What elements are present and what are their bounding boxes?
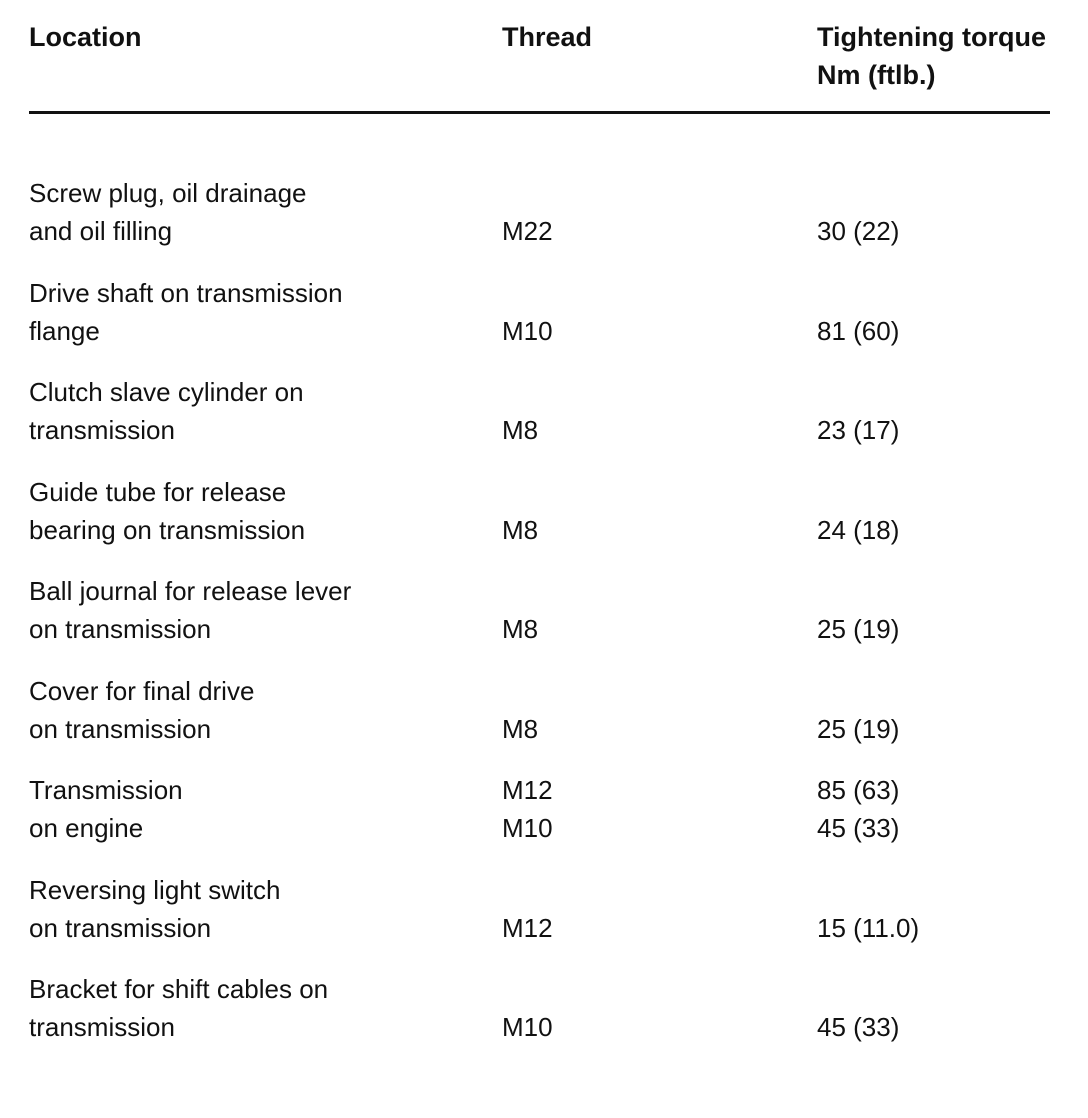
header-divider <box>29 111 1050 114</box>
torque-cell <box>817 473 899 549</box>
location-line: Screw plug, oil drainage <box>29 178 307 208</box>
thread-line: M12 <box>502 912 553 943</box>
location-cell <box>29 672 254 748</box>
table-row <box>0 373 1088 473</box>
table-row <box>0 771 1088 871</box>
header-location-label: Location <box>29 22 142 52</box>
location-cell <box>29 771 183 847</box>
thread-line <box>502 572 538 610</box>
location-line: Transmission <box>29 775 183 805</box>
location-line: on transmission <box>29 912 212 943</box>
location-line: Guide tube for release <box>29 476 287 507</box>
location-line: transmission <box>29 415 175 445</box>
torque-line <box>817 473 899 511</box>
thread-cell <box>502 174 553 250</box>
location-line: on engine <box>29 813 144 843</box>
torque-cell <box>817 871 919 947</box>
torque-line <box>817 871 919 909</box>
thread-cell <box>502 771 553 847</box>
location-line: flange <box>29 315 100 346</box>
thread-cell <box>502 572 538 648</box>
header-thread-label: Thread <box>502 22 593 52</box>
thread-line <box>502 373 538 411</box>
torque-line <box>817 174 899 212</box>
header-torque-label: Tightening torque <box>817 22 1046 52</box>
thread-line: M22 <box>502 216 553 246</box>
location-cell <box>29 473 305 549</box>
torque-cell <box>817 672 899 748</box>
thread-cell <box>502 970 553 1046</box>
location-line: on transmission <box>29 713 212 744</box>
table-row <box>0 672 1088 772</box>
torque-line <box>817 373 899 411</box>
header-thread <box>502 18 592 56</box>
header-location <box>29 18 142 56</box>
torque-cell <box>817 174 899 250</box>
location-cell <box>29 970 328 1046</box>
table-row <box>0 970 1088 1070</box>
torque-line: 30 (22) <box>817 216 900 246</box>
torque-line: 24 (18) <box>817 514 900 545</box>
thread-line: M8 <box>502 415 539 445</box>
table-row <box>0 473 1088 573</box>
thread-cell <box>502 373 538 449</box>
torque-line: 45 (33) <box>817 813 900 843</box>
location-line: and oil filling <box>29 216 173 246</box>
torque-cell <box>817 572 899 648</box>
location-line: on transmission <box>29 614 212 644</box>
table-row <box>0 572 1088 672</box>
torque-line: 15 (11.0) <box>817 912 920 943</box>
torque-line: 23 (17) <box>817 415 900 445</box>
location-cell <box>29 274 343 350</box>
location-line: Cover for final drive <box>29 675 255 706</box>
torque-line: 45 (33) <box>817 1012 900 1042</box>
thread-cell <box>502 473 538 549</box>
location-line: Ball journal for release lever <box>29 576 352 606</box>
location-line: Drive shaft on transmission <box>29 277 343 308</box>
torque-line <box>817 672 899 710</box>
location-line: Bracket for shift cables on <box>29 974 329 1004</box>
thread-line: M8 <box>502 514 539 545</box>
table-header <box>0 18 1088 98</box>
torque-line <box>817 274 899 312</box>
torque-line: 25 (19) <box>817 614 900 644</box>
table-body <box>0 174 1088 1070</box>
location-cell <box>29 373 304 449</box>
thread-line <box>502 473 538 511</box>
table-row <box>0 871 1088 971</box>
location-line: transmission <box>29 1012 175 1042</box>
torque-cell <box>817 373 899 449</box>
location-line: Clutch slave cylinder on <box>29 377 304 407</box>
thread-line: M12 <box>502 775 553 805</box>
thread-line: M8 <box>502 614 539 644</box>
torque-line: 25 (19) <box>817 713 900 744</box>
location-line: bearing on transmission <box>29 514 306 545</box>
thread-cell <box>502 871 553 947</box>
thread-line <box>502 672 538 710</box>
thread-line: M8 <box>502 713 539 744</box>
thread-line <box>502 174 553 212</box>
location-cell <box>29 572 351 648</box>
location-cell <box>29 174 307 250</box>
table-row <box>0 274 1088 374</box>
thread-line: M10 <box>502 1012 553 1042</box>
thread-line: M10 <box>502 813 553 843</box>
header-torque-unit: Nm (ftlb.) <box>817 60 936 90</box>
torque-cell <box>817 771 899 847</box>
table-row <box>0 174 1088 274</box>
thread-line: M10 <box>502 315 553 346</box>
thread-line <box>502 970 553 1008</box>
thread-cell <box>502 672 538 748</box>
thread-line <box>502 871 553 909</box>
thread-line <box>502 274 553 312</box>
header-torque <box>817 18 1046 94</box>
torque-line <box>817 970 899 1008</box>
torque-line: 81 (60) <box>817 315 900 346</box>
torque-cell <box>817 274 899 350</box>
torque-line: 85 (63) <box>817 775 900 805</box>
torque-line <box>817 572 899 610</box>
location-cell <box>29 871 280 947</box>
location-line: Reversing light switch <box>29 874 281 905</box>
torque-cell <box>817 970 899 1046</box>
thread-cell <box>502 274 553 350</box>
